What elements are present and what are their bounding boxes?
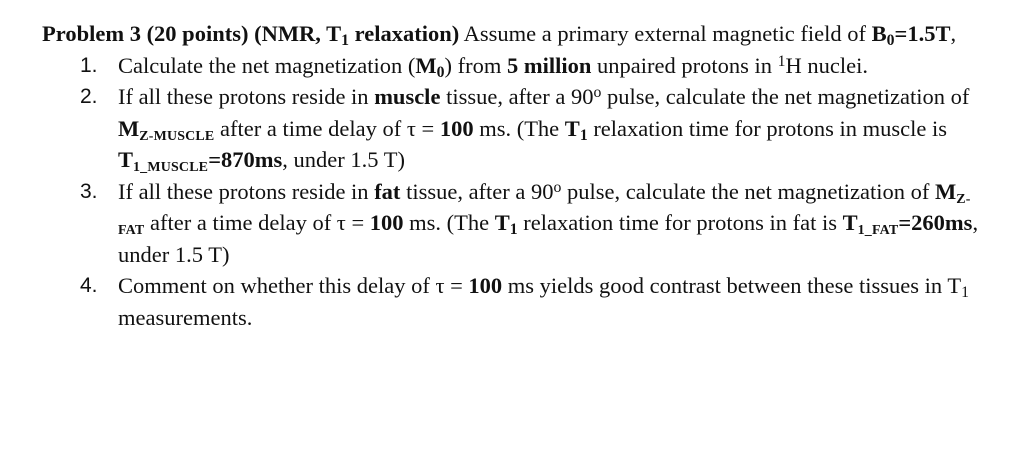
tissue-fat: fat bbox=[374, 178, 401, 204]
mz-sub: Z-MUSCLE bbox=[139, 128, 215, 144]
t1-letter: T bbox=[494, 210, 510, 235]
question-item-1 bbox=[42, 50, 982, 82]
q2-text-2: tissue, after a 90 bbox=[440, 84, 594, 109]
mz-letter: M bbox=[118, 115, 140, 141]
t1b-letter: T bbox=[118, 147, 134, 172]
question-number: 4. bbox=[80, 274, 98, 297]
question-item-3 bbox=[42, 176, 982, 271]
t1-fat-value: =260ms bbox=[898, 210, 973, 235]
mz-muscle-symbol bbox=[118, 115, 215, 144]
problem-intro: Assume a primary external magnetic field of bbox=[459, 21, 872, 46]
delay-value: 100 bbox=[468, 273, 503, 298]
t1-symbol bbox=[564, 115, 588, 144]
q3-text-4: after a time delay of τ = bbox=[144, 210, 370, 235]
question-number: 3. bbox=[80, 179, 98, 203]
degree-mark: o bbox=[593, 83, 602, 101]
t1b-sub: 1_MUSCLE bbox=[133, 160, 209, 176]
tissue-muscle: muscle bbox=[374, 84, 441, 109]
q4-text-3: measurements. bbox=[118, 304, 253, 330]
t1-letter: T bbox=[564, 115, 580, 141]
t1-fat-expression bbox=[842, 210, 973, 239]
q2-text-7: , under 1.5 T) bbox=[282, 147, 405, 172]
problem-intro-end: , bbox=[950, 21, 957, 46]
question-list bbox=[42, 50, 982, 334]
problem-statement bbox=[42, 18, 982, 50]
degree-mark: o bbox=[553, 178, 562, 196]
q1-text-4: H nuclei. bbox=[785, 52, 868, 78]
field-value: =1.5T bbox=[894, 21, 951, 46]
problem-title-end: relaxation) bbox=[349, 21, 460, 46]
q2-text-5: ms. (The bbox=[473, 115, 565, 141]
t1-muscle-expression bbox=[118, 147, 283, 176]
q4-text-1: Comment on whether this delay of τ = bbox=[118, 273, 469, 298]
problem-title bbox=[42, 21, 460, 49]
q2-text-6: relaxation time for protons in muscle is bbox=[587, 115, 947, 141]
q3-text-3: pulse, calculate the net magnetization of bbox=[561, 178, 935, 204]
q2-text-4: after a time delay of τ = bbox=[214, 115, 440, 141]
t1-muscle-value: =870ms bbox=[208, 147, 283, 172]
q2-text-3: pulse, calculate the net magnetization of bbox=[601, 84, 970, 109]
q3-text-5: ms. (The bbox=[403, 210, 495, 235]
question-number: 2. bbox=[80, 85, 98, 108]
question-item-2 bbox=[42, 81, 982, 176]
t1b-sub: 1_FAT bbox=[857, 223, 899, 239]
m0-sub: 0 bbox=[436, 63, 445, 81]
field-expression bbox=[871, 21, 951, 49]
t1-sub: 1 bbox=[579, 126, 588, 144]
q3-text-6: relaxation time for protons in fat is bbox=[517, 210, 843, 235]
field-symbol: B bbox=[871, 21, 887, 46]
m0-symbol bbox=[415, 52, 445, 81]
q3-text-1: If all these protons reside in bbox=[118, 178, 375, 204]
q3-text-7: , under 1.5 T) bbox=[118, 210, 979, 267]
question-number: 1. bbox=[80, 53, 98, 77]
m0-letter: M bbox=[415, 52, 437, 78]
mz-letter: M bbox=[935, 178, 957, 204]
q4-text-2: ms yields good contrast between these tissues in T bbox=[502, 273, 962, 298]
problem-document bbox=[42, 18, 982, 333]
isotope-superscript: 1 bbox=[777, 52, 786, 70]
delay-value: 100 bbox=[439, 115, 474, 141]
t-sub: 1 bbox=[961, 283, 969, 301]
q1-text-1: Calculate the net magnetization ( bbox=[118, 52, 416, 78]
field-sub: 0 bbox=[886, 31, 895, 49]
t1b-letter: T bbox=[842, 210, 858, 235]
delay-value: 100 bbox=[369, 210, 404, 235]
t1-symbol bbox=[494, 210, 518, 238]
q3-text-2: tissue, after a 90 bbox=[400, 178, 554, 204]
problem-title-sub: 1 bbox=[341, 31, 350, 49]
problem-title-text: Problem 3 (20 points) (NMR, T bbox=[42, 21, 342, 46]
question-item-4 bbox=[42, 270, 982, 333]
proton-count: 5 million bbox=[507, 52, 592, 78]
mz-sub: Z-FAT bbox=[118, 191, 971, 239]
t1-sub: 1 bbox=[509, 220, 518, 238]
q1-text-3: unpaired protons in bbox=[591, 52, 778, 78]
q1-text-2: ) from bbox=[444, 52, 507, 78]
q2-text-1: If all these protons reside in bbox=[118, 84, 375, 109]
